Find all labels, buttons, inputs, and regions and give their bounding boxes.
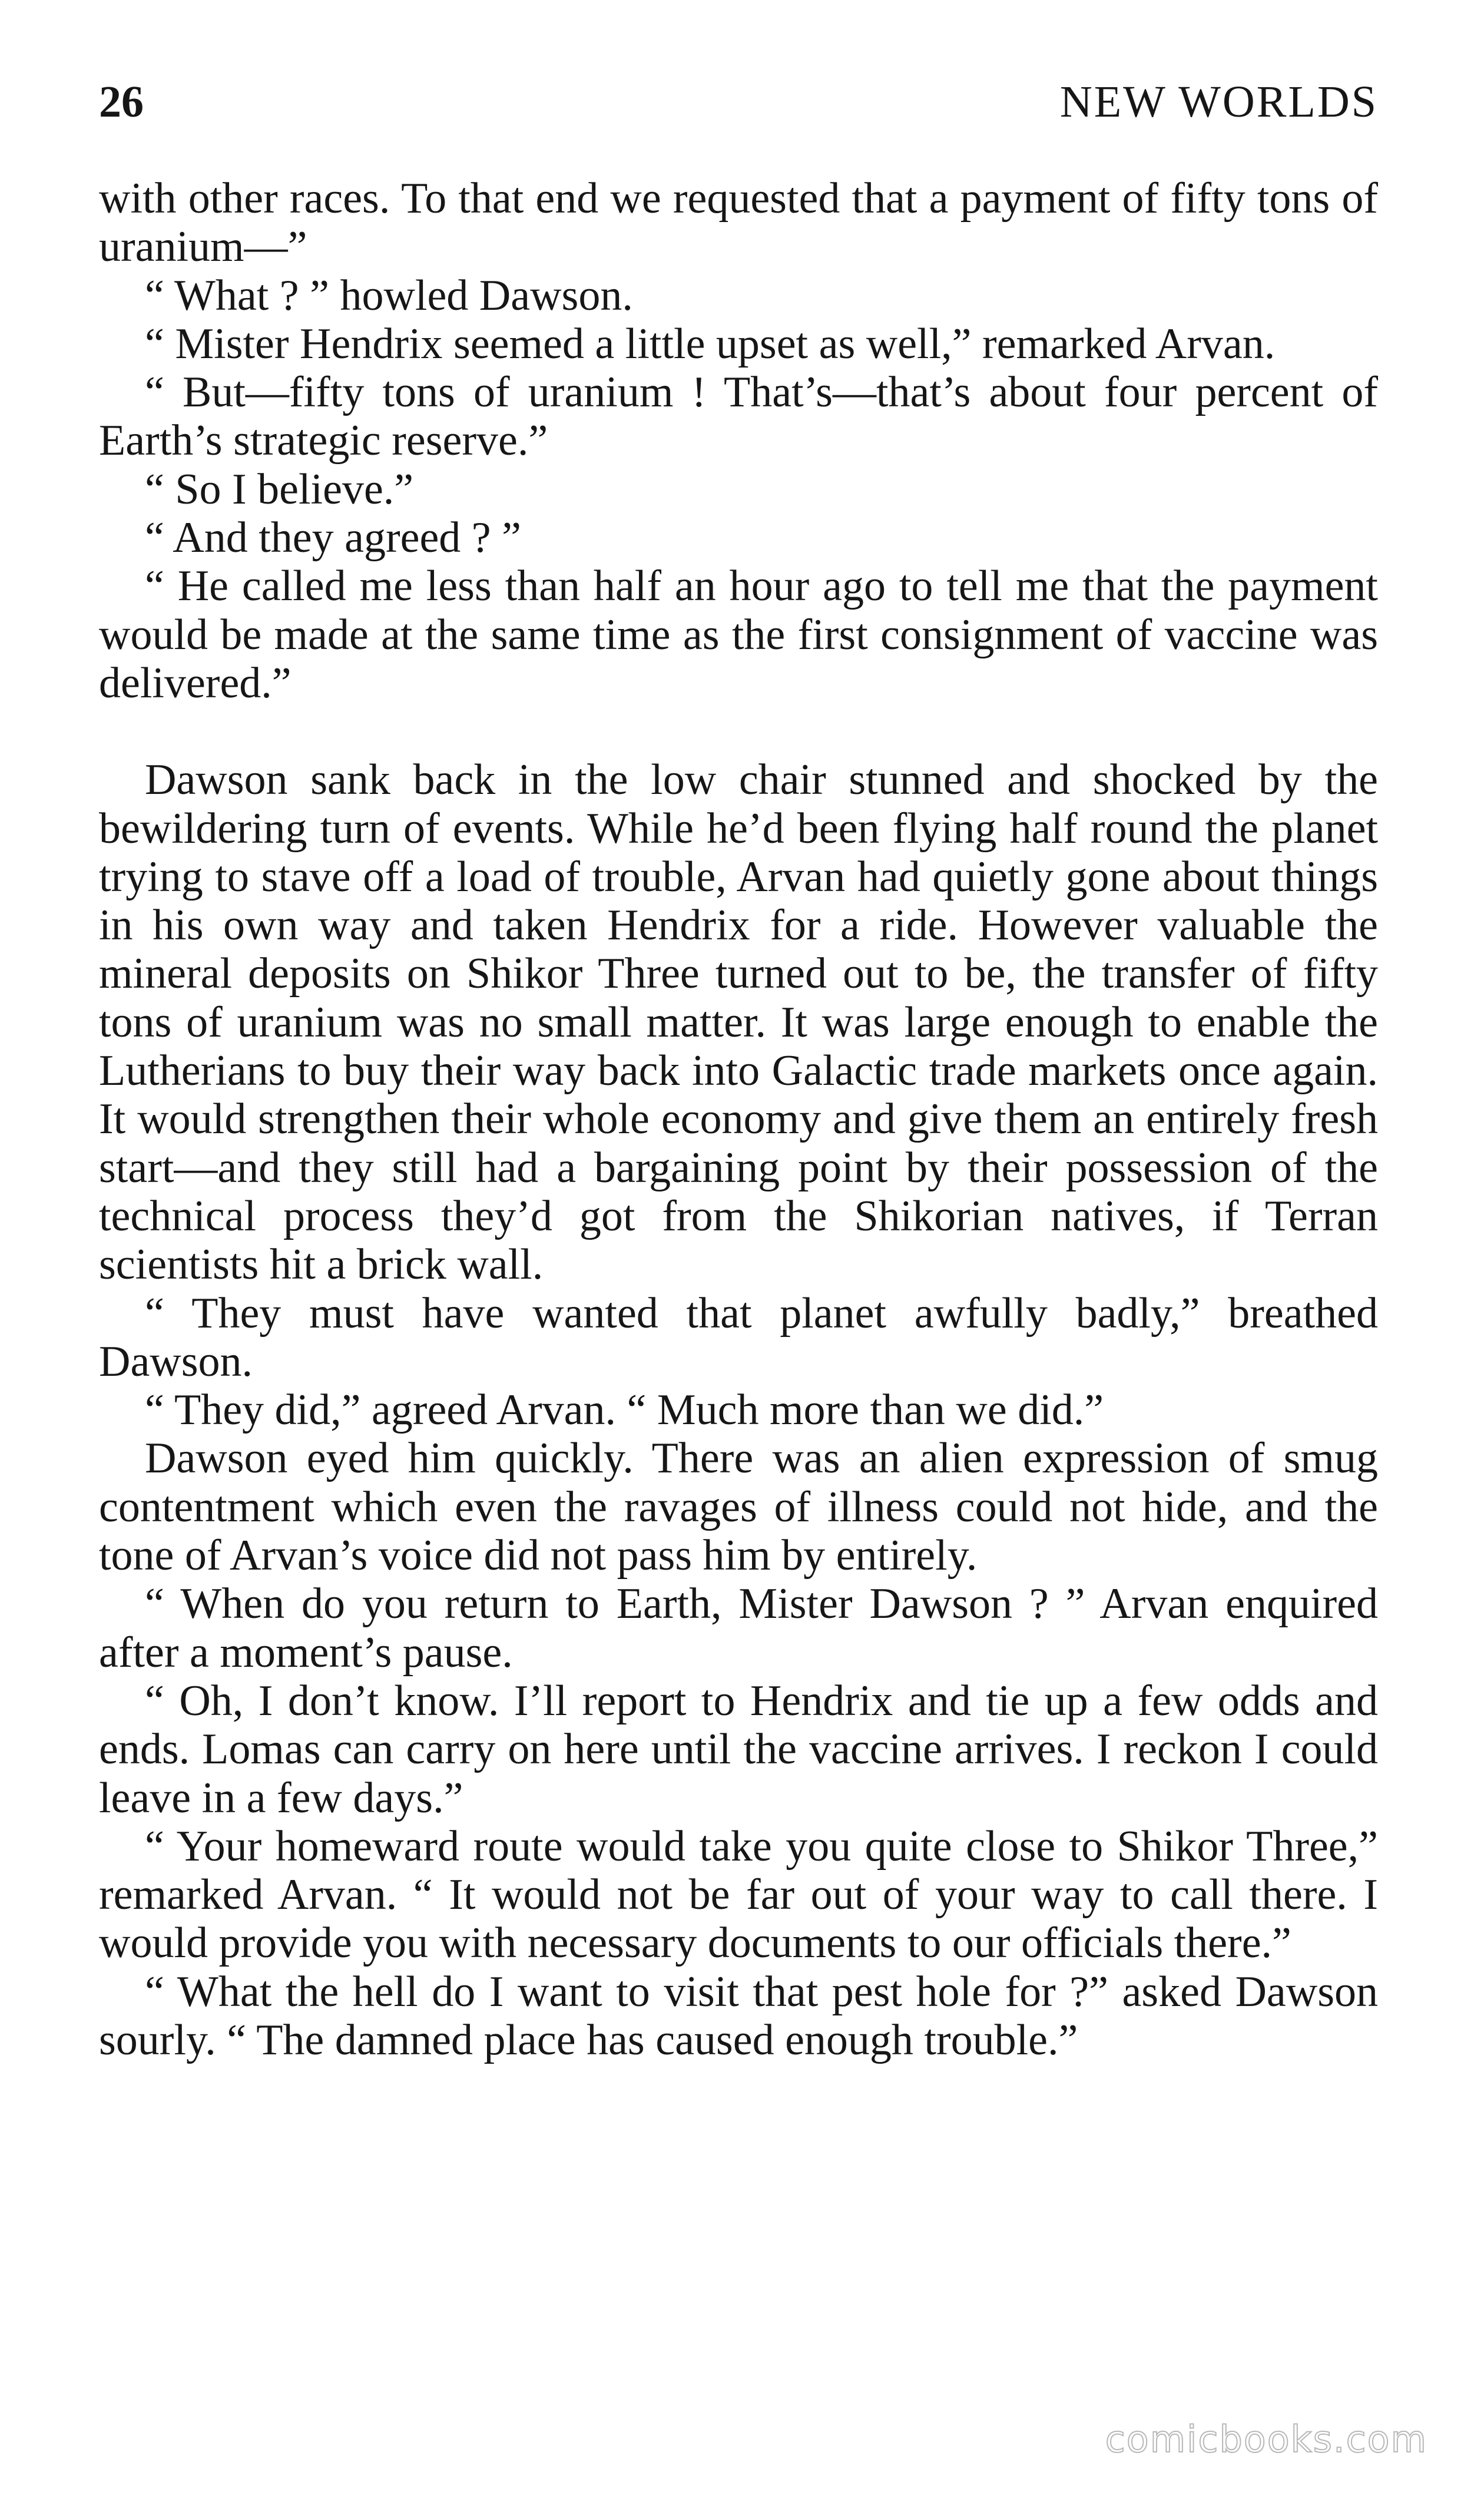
paragraph-dialogue: “ They did,” agreed Arvan. “ Much more than we did.” [145,1386,1104,1435]
running-head [99,69,1378,134]
paragraph-dialogue: “ What the hell do I want to visit that pest hole for ?” asked Dawson sourly. “ The damned place has caused enough trouble.” [99,1967,1378,2064]
paragraph-narrative: Dawson eyed him quickly. There was an alien expression of smug contentment which even the ravages of illness could not hide, and the tone of Arvan’s voice did not pass him by entirely. [99,1434,1378,1580]
paragraph-dialogue: “ And they agreed ? ” [145,514,521,562]
body-text [99,174,1378,2064]
paragraph-dialogue: “ He called me less than half an hour ago to tell me that the payment would be made at the same time as the first consignment of vaccine was delivered.” [99,562,1378,707]
section-break [99,707,1378,756]
paragraph-narrative: Dawson sank back in the low chair stunned and shocked by the bewildering turn of events. While he’d been flying half round the planet trying to stave off a load of trouble, Arvan had quietly gone about things in his own way and taken Hendrix for a ride. However valuable the mineral deposits on Shikor Three turned out to be, the transfer of fifty tons of uranium was no small matter. It was large enough to enable the Lutherians to buy their way back into Galactic trade markets once again. It would strengthen their whole economy and give them an entirely fresh start—and they still had a bargaining point by their possession of the technical process they’d got from the Shikorian natives, if Terran scientists hit a brick wall. [99,756,1378,1289]
paragraph-dialogue: “ They must have wanted that planet awfully badly,” breathed Dawson. [99,1289,1378,1386]
paragraph-continued: with other races. To that end we requested that a payment of fifty tons of uranium—” [99,174,1378,272]
paragraph-dialogue: “ Mister Hendrix seemed a little upset as well,” remarked Arvan. [145,319,1276,368]
paragraph-dialogue: “ So I believe.” [145,465,414,514]
paragraph-dialogue: “ But—fifty tons of uranium ! That’s—that’s about four percent of Earth’s strategic reserve.” [99,368,1378,465]
paragraph-dialogue: “ What ? ” howled Dawson. [145,271,633,320]
paragraph-dialogue: “ When do you return to Earth, Mister Dawson ? ” Arvan enquired after a moment’s pause. [99,1580,1378,1677]
paragraph-dialogue: “ Oh, I don’t know. I’ll report to Hendrix and tie up a few odds and ends. Lomas can carry on here until the vaccine arrives. I reckon I could leave in a few days.” [99,1676,1378,1822]
page-number: 26 [99,77,144,127]
running-title: NEW WORLDS [1059,77,1378,127]
watermark: comicbooks.com [1105,2418,1427,2461]
paragraph-dialogue: “ Your homeward route would take you quite close to Shikor Three,” remarked Arvan. “ It would not be far out of your way to call there. I would provide you with necessary documents to our officials there.” [99,1822,1378,1968]
